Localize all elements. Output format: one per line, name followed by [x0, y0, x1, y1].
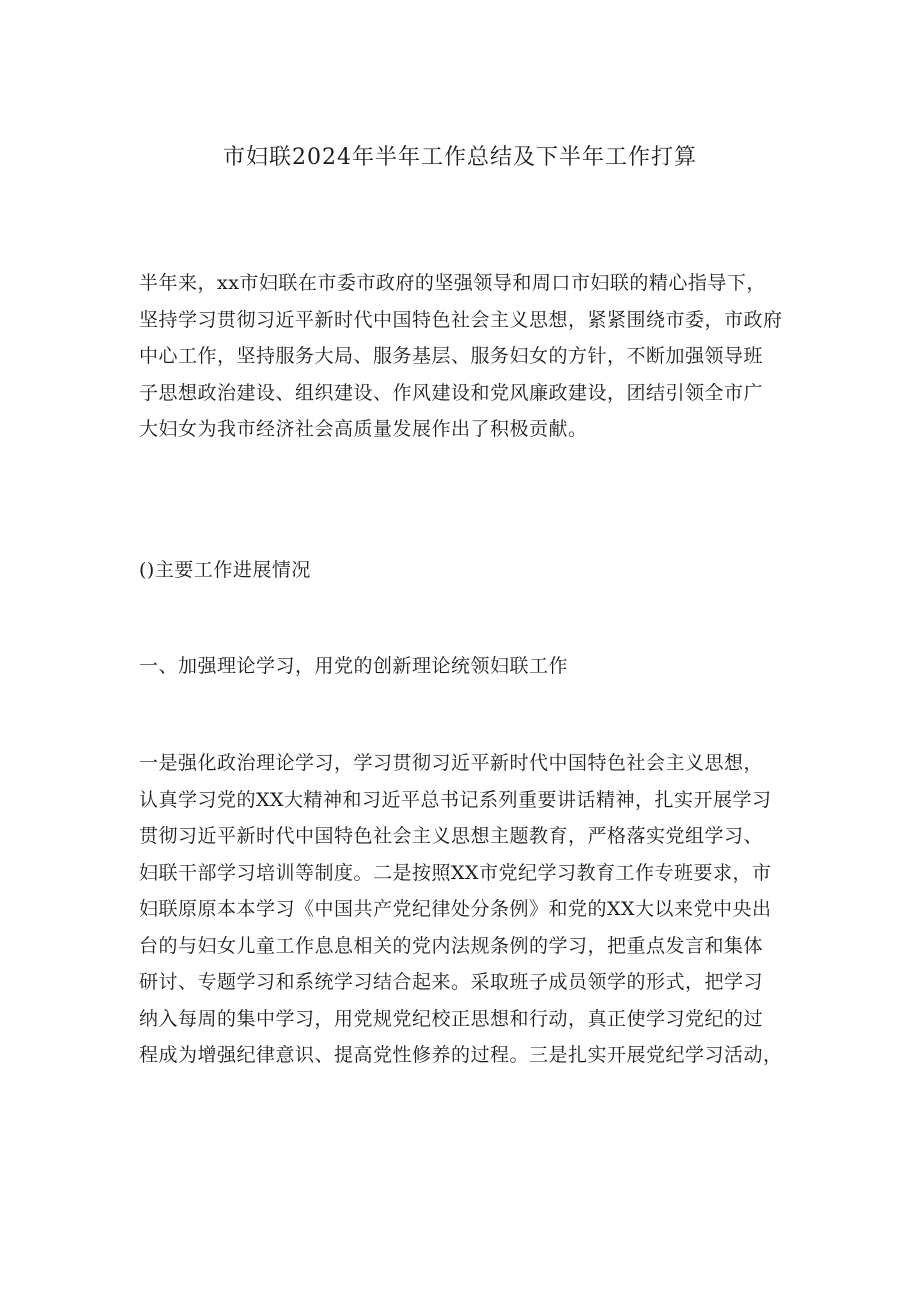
paragraph-line: 妇联干部学习培训等制度。二是按照XX市党纪学习教育工作专班要求，市	[139, 861, 772, 884]
section-heading-text: ()主要工作进展情况	[139, 559, 311, 581]
intro-paragraph	[139, 265, 799, 448]
paragraph-line: 妇联原原本本学习《中国共产党纪律处分条例》和党的XX大以来党中央出	[139, 898, 772, 920]
paragraph-line: 研讨、专题学习和系统学习结合起来。采取班子成员领学的形式，把学习	[139, 971, 764, 993]
paragraph-line: 台的与妇女儿童工作息息相关的党内法规条例的学习，把重点发言和集体	[139, 934, 764, 957]
subsection-heading-text: 一、加强理论学习，用党的创新理论统领妇联工作	[139, 655, 569, 677]
body-paragraph	[139, 745, 799, 1074]
paragraph-line: 大妇女为我市经济社会高质量发展作出了积极贡献。	[139, 418, 588, 440]
paragraph-line: 中心工作，坚持服务大局、服务基层、服务妇女的方针，不断加强领导班	[139, 345, 764, 367]
paragraph-line: 贯彻习近平新时代中国特色社会主义思想主题教育，严格落实党组学习、	[139, 825, 764, 847]
paragraph-line: 程成为增强纪律意识、提高党性修养的过程。三是扎实开展党纪学习活动，	[139, 1044, 783, 1066]
paragraph-line: 一是强化政治理论学习，学习贯彻习近平新时代中国特色社会主义思想，	[139, 752, 764, 774]
paragraph-line: 认真学习党的XX大精神和习近平总书记系列重要讲话精神，扎实开展学习	[139, 788, 772, 811]
subsection-heading	[139, 648, 799, 685]
paragraph-line: 半年来，xx市妇联在市委市政府的坚强领导和周口市妇联的精心指导下，	[139, 272, 766, 294]
document-title: 市妇联2024年半年工作总结及下半年工作打算	[223, 145, 697, 170]
section-heading	[139, 552, 799, 589]
paragraph-line: 子思想政治建设、组织建设、作风建设和党风廉政建设，团结引领全市广	[139, 381, 764, 404]
paragraph-line: 纳入每周的集中学习，用党规党纪校正思想和行动，真正使学习党纪的过	[139, 1007, 764, 1030]
paragraph-line: 坚持学习贯彻习近平新时代中国特色社会主义思想，紧紧围绕市委，市政府	[139, 308, 783, 331]
